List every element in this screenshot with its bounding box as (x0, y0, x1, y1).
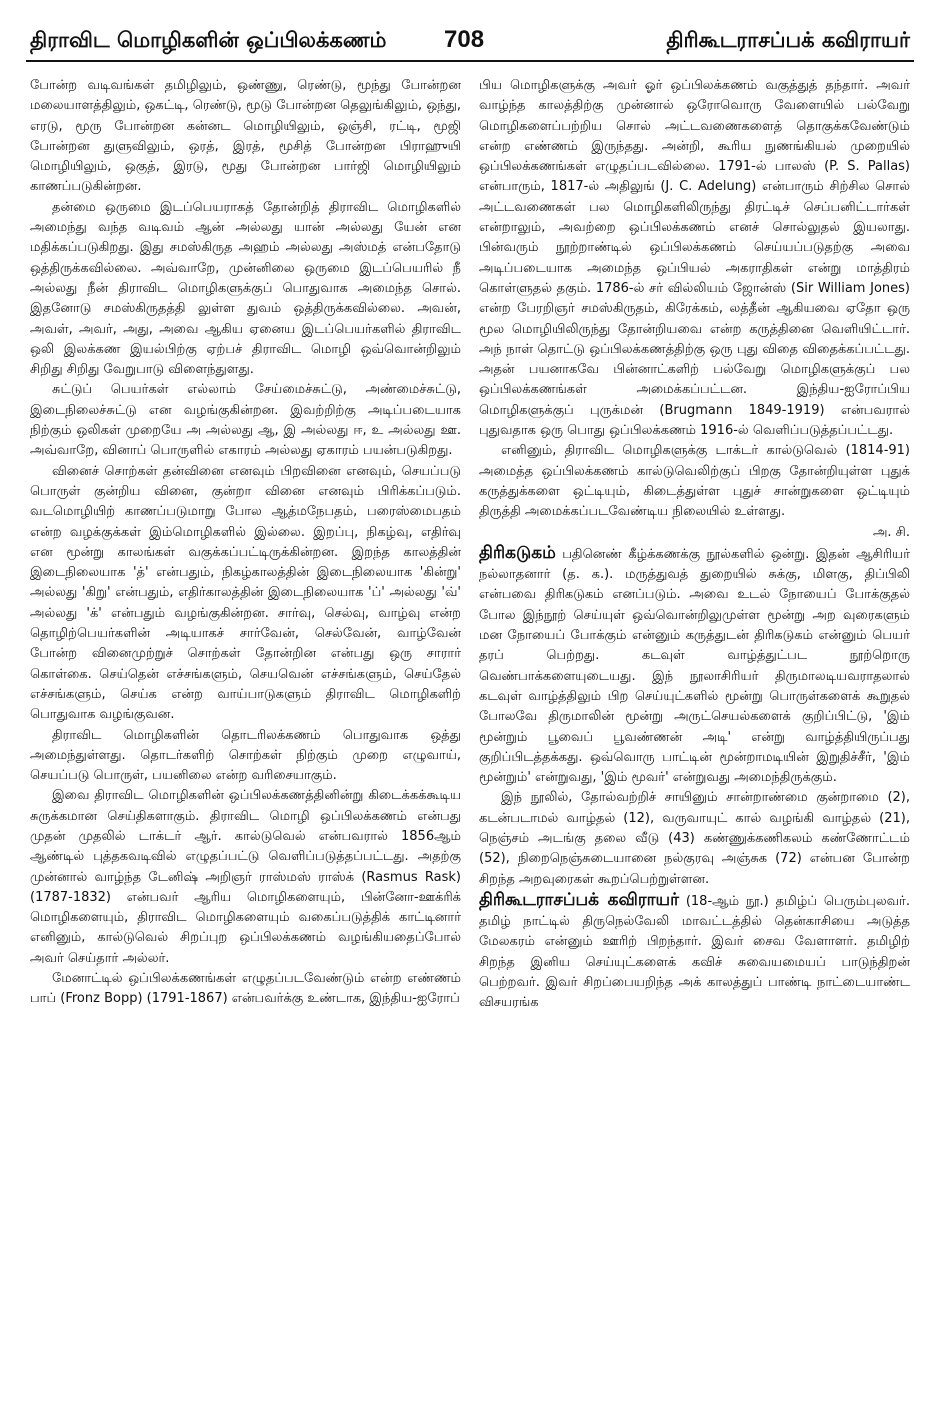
page-number: 708 (444, 26, 485, 53)
paragraph: சுட்டுப் பெயர்கள் எல்லாம் சேய்மைச்சுட்டு, அண்மைச்சுட்டு, இடைநிலைச்சுட்டு என வழங்குகின்றன. இவற்றிற்கு அடிப்படையாக நிற்கும் ஒலிகள் முறையே அ அல்லது ஆ, இ அல்லது ஈ, உ அல்லது ஊ. அவ்வாறே, வினாப் பொருளில் எகாரம் அல்லது ஏகாரம் பயன்படுகிறது. (30, 382, 461, 459)
paragraph: போன்ற வடிவங்கள் தமிழிலும், ஒண்ணு, ரெண்டு, மூந்து போன்றன மலையாளத்திலும், ஒகட்டி, ரெண்டு, மூடு போன்றன தெலுங்கிலும், ஒந்து, எரடு, மூரு போன்றன கன்னட மொழியிலும், ஒஞ்சி, ரட்டி, மூஜி போன்றன துளுவிலும், ஒரத், இரத், மூசித் போன்றன பிராஹுயி மொழியிலும், ஒகுத், இரடு, மூது போன்றன பார்ஜி மொழியிலும் காணப்படுகின்றன. (30, 78, 461, 195)
paragraph: வினைச் சொற்கள் தன்வினை எனவும் பிறவினை எனவும், செயப்படு பொருள் குன்றிய வினை, குன்றா வினை எனவும் பிரிக்கப்படும். வடமொழியிற் காணப்படுமாறு போல ஆத்மநேபதம், பரைஸ்மைபதம் என்ற வழக்குக்கள் இம்மொழிகளில் இல்லை. இறப்பு, நிகழ்வு, எதிர்வு என மூன்று காலங்கள் வகுக்கப்பட்டிருக்கின்றன. இறந்த காலத்தின் இடைநிலையாக 'த்' என்பதும், நிகழ்காலத்தின் இடைநிலையாக 'கின்று' அல்லது 'கிறு' என்பதும், எதிர்காலத்தின் இடைநிலையாக 'ப்' அல்லது 'வ்' அல்லது 'க்' என்பதும் வழங்குகின்றன. சார்வு, செல்வு, வாழ்வு என்ற தொழிற்பெயர்களின் அடியாகச் சார்வேன், செல்வேன், வாழ்வேன் போன்ற வினைமுற்றுச் சொற்கள் தோன்றின என்பது ஒரு சாரார் கொள்கை. செய்தென் எச்சங்களும், செயவென் எச்சங்களும், செய்தேல் எச்சங்களும், செய்க என்ற வாய்பாடுகளும் திராவிட மொழிகளிற் பொதுவாக வழங்குவன. (30, 463, 461, 723)
page-header (26, 26, 914, 62)
two-column-body (30, 76, 910, 1425)
paragraph: மேனாட்டில் ஒப்பிலக்கணங்கள் எழுதப்படவேண்டும் என்ற எண்ணம் பாப் (Fronz Bopp) (1791-1867) என்பவர்க்கு உண்டாக, இந்திய-ஐரோப் (30, 971, 461, 1007)
entry-trikudarasappa (479, 890, 910, 1014)
entry-heading: திரிகடுகம் (479, 542, 556, 563)
running-title-right: திரிகூடராசப்பக் கவிராயர் (666, 28, 910, 52)
paragraph: தன்மை ஒருமை இடப்பெயராகத் தோன்றித் திராவிட மொழிகளில் அமைந்து வந்த வடிவம் ஆன் அல்லது யான் அல்லது யேன் என மதிக்கப்படுகிறது. இது சமஸ்கிருத அஹம் அல்லது அஸ்மத் என்பதோடு ஒத்திருக்கவில்லை. அவ்வாறே, முன்னிலை ஒருமை இடப்பெயரில் நீ அல்லது நீன் திராவிட மொழிகளுக்குப் பொதுவாக அமைந்த சொல். இதனோடு சமஸ்கிருதத்தி லுள்ள துவம் ஒத்திருக்கவில்லை. அவன், அவள், அவர், அது, அவை ஆகிய ஏனைய இடப்பெயர்களில் திராவிட ஒலி இலக்கண இயல்பிற்கு ஏற்பச் திராவிட மொழி ஒவ்வொன்றிலும் சிறிது சிறிது வேறுபாடு விளைந்துளது. (30, 199, 461, 378)
paragraph: எனினும், திராவிட மொழிகளுக்கு டாக்டர் கால்டுவெல் (1814-91) அமைத்த ஒப்பிலக்கணம் கால்டுவெலிற்குப் பிறகு தோன்றியுள்ள புதுக் கருத்துக்களை ஒட்டியும், கிடைத்துள்ள புதுச் சான்றுகளை ஒட்டியும் திருத்தி அமைக்கப்படவேண்டிய நிலையில் உள்ளது. (479, 443, 910, 520)
paragraph: திராவிட மொழிகளின் தொடரிலக்கணம் பொதுவாக ஒத்து அமைந்துள்ளது. தொடர்களிற் சொற்கள் நிற்கும் முறை எழுவாய், செயப்படு பொருள், பயனிலை என்ற வரிசையாகும். (30, 727, 461, 784)
paragraph: பிய மொழிகளுக்கு அவர் ஓர் ஒப்பிலக்கணம் வகுத்துத் தந்தார். அவர் வாழ்ந்த காலத்திற்கு முன்னால் ஒரோவொரு வேளையில் பல்வேறு மொழிகளைப்பற்றிய சொல் அட்டவணைகளைத் தொகுக்கவேண்டும் என்ற எண்ணம் இருந்தது. அன்றி, கூரிய நுணங்கியல் முறையில் ஒப்பிலக்கணங்கள் எழுதப்படவில்லை. 1791-ல் பாலஸ் (P. S. Pallas) என்பாரும், 1817-ல் அதிலுங் (J. C. Adelung) என்பாரும் சிற்சில சொல் அட்டவணைகள் பல மொழிகளிலிருந்து திரட்டிச் செப்பனிட்டார்கள் என்றாலும், அவற்றை ஒப்பிலக்கணம் எனச் சொல்லுதல் இயலாது. பின்வரும் நூற்றாண்டில் ஒப்பிலக்கணம் செய்யப்படுதற்கு அவை அடிப்படையாக அமைந்த ஒப்பியல் அகராதிகள் என்று மாத்திரம் கொள்ளுதல் தகும். 1786-ல் சர் வில்லியம் ஜோன்ஸ் (Sir William Jones) என்ற பேரறிஞர் சமஸ்கிருதம், கிரேக்கம், லத்தீன் ஆகியவை ஏதோ ஒரு மூல மொழியிலிருந்து தோன்றியவை என்ற கருத்தினை வெளியிட்டார். அந் நாள் தொட்டு ஒப்பிலக்கணத்திற்கு ஒரு புது விதை விதைக்கப்பட்டது. அதன் பயனாகவே பின்னாட்களிற் பல்வேறு மொழிகளுக்குப் பல ஒப்பிலக்கணங்கள் அமைக்கப்பட்டன. இந்திய-ஐரோப்பிய மொழிகளுக்குப் புருக்மன் (Brugmann 1849-1919) என்பவரால் புதுவதாக ஒரு பொது ஒப்பிலக்கணம் 1916-ல் வெளிப்படுத்தப்பட்டது. (479, 78, 910, 439)
right-column (479, 76, 910, 1425)
entry-trikadukam (479, 543, 910, 789)
entry-text: தமிழ்ப் பெரும்புலவர். தமிழ் நாட்டில் திருநெல்வேலி மாவட்டத்தில் தென்காசியை அடுத்த மேலகரம் என்னும் ஊரிற் பிறந்தார். இவர் சைவ வேளாளர். தமிழிற் சிறந்த இனிய செய்யுட்களைக் கவிச் சுவையமையப் பாடுந்திறன் பெற்றவர். இவர் சிறப்பையறிந்த அக் காலத்துப் பாண்டி நாட்டையாண்ட விசயரங்க (479, 893, 910, 1011)
paragraph: இவை திராவிட மொழிகளின் ஒப்பிலக்கணத்தினின்று கிடைக்கக்கூடிய சுருக்கமான செய்திகளாகும். திராவிட மொழி ஒப்பிலக்கணம் என்பது முதன் முதலில் டாக்டர் ஆர். கால்டுவெல் என்பவரால் 1856ஆம் ஆண்டில் புத்தகவடிவில் எழுதப்பட்டு வெளிப்படுத்தப்பட்டது. அதற்கு முன்னால் வாழ்ந்த டேனிஷ் அறிஞர் ராஸ்மஸ் ராஸ்க் (Rasmus Rask) (1787-1832) என்பவர் ஆரிய மொழிகளையும், பின்னோ-ஊக்ரிக் மொழிகளையும், திராவிட மொழிகளையும் வகைப்படுத்திக் காட்டினார் எனினும், கால்டுவெல் சிறப்புற ஒப்பிலக்கணம் வழங்கியதைப்போல் அவர் செய்தார் அல்லர். (30, 788, 461, 966)
paragraph: இந் நூலில், தோல்வற்றிச் சாயினும் சான்றாண்மை குன்றாமை (2), கடன்படாமல் வாழ்தல் (12), வருவாயுட் கால் வழங்கி வாழ்தல் (21), நெஞ்சம் அடங்கு தலை வீடு (43) கண்ணுக்கணிகலம் கண்ணோட்டம் (52), நிறைநெஞ்சுடையானை நல்குரவு அஞ்சுக (72) என்பன போன்ற சிறந்த அறவுரைகள் கூறப்பெற்றுள்ளன. (479, 790, 910, 887)
left-column (30, 76, 461, 1425)
entry-heading: திரிகூடராசப்பக் கவிராயர் (479, 889, 679, 910)
entry-text: பதினெண் கீழ்க்கணக்கு நூல்களில் ஒன்று. இதன் ஆசிரியர் நல்லாதனார் (த. க.). மருத்துவத் துறையில் சுக்கு, மிளகு, திப்பிலி என்பவை திரிகடுகம் எனப்படும். அவை உடல் நோயைப் போக்குதல் போல இந்நூற் செய்யுள் ஒவ்வொன்றிலுமுள்ள மூன்று அற வுரைகளும் மன நோயைப் போக்கும் என்னும் கருத்துடன் திரிகடுகம் என்னும் பெயர் தரப் பெற்றது. கடவுள் வாழ்த்துட்பட நூற்றொரு வெண்பாக்களையுடையது. இந் நூலாசிரியர் திருமாலடியவராதலால் கடவுள் வாழ்த்திலும் பிற செய்யுட்களில் மூன்று பொருள்களைக் கூறுதல் போலவே திருமாலின் மூன்று அருட்செயல்களைக் குறிப்பிட்டு, 'இம் மூன்றும் பூவைப் பூவண்ணன் அடி' என்று வாழ்த்தியிருப்பது குறிப்பிடத்தக்கது. ஒவ்வொரு பாட்டின் மூன்றாமடியின் இறுதிச்சீர், 'இம் மூன்றும்' என்றுவது, 'இம் மூவர்' என்றுவது அமைந்திருக்கும். (479, 546, 910, 786)
author-signature: அ. சி. (872, 524, 910, 540)
entry-century: (18-ஆம் நூ.) (685, 893, 769, 909)
running-title-left: திராவிட மொழிகளின் ஒப்பிலக்கணம் (30, 28, 387, 52)
